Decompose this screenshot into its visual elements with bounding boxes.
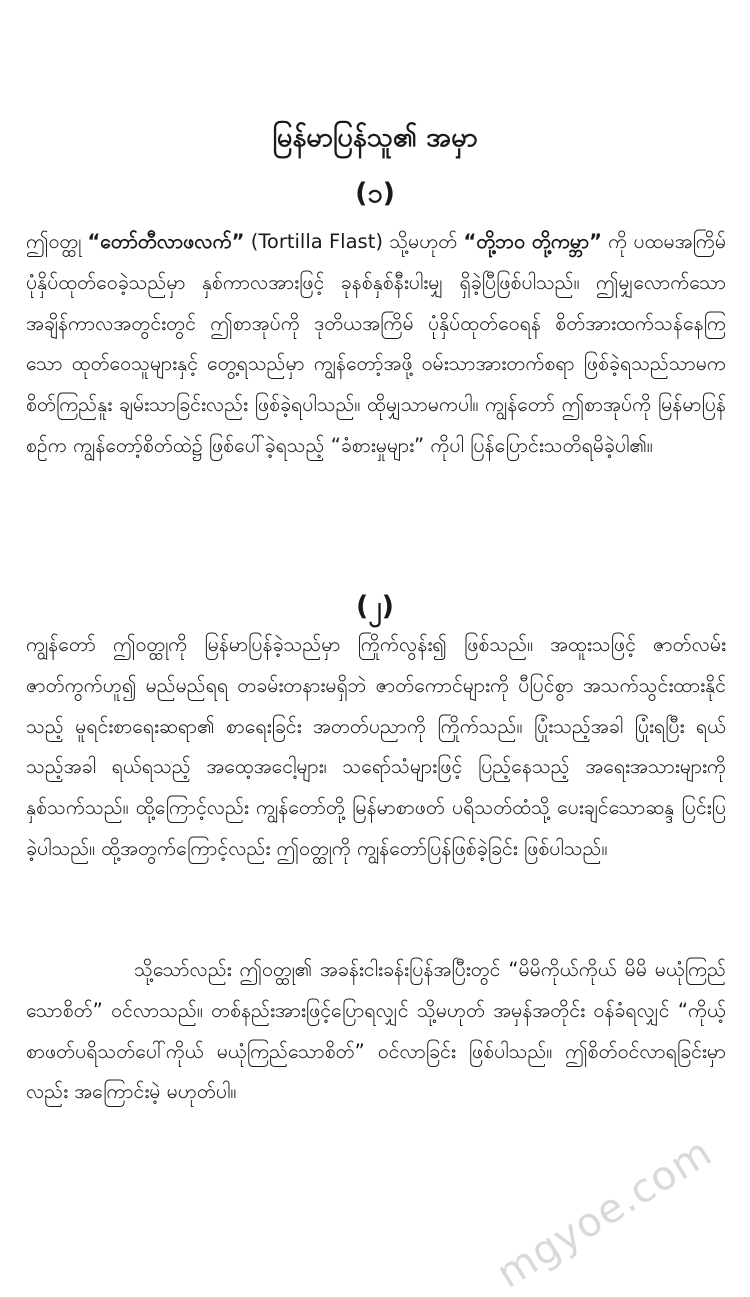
section-2-paragraph-2	[26, 950, 726, 1113]
text-segment: ကျွန်တော် ဤဝတ္ထုကို မြန်မာပြန်ခဲ့သည်မှာ ကြိုက်လွန်း၍ ဖြစ်သည်။ အထူးသဖြင့် ဇာတ်လမ်းဇာတ်ကွက်ဟူ၍ မည်မည်ရရ တခမ်းတနားမရှိဘဲ ဇာတ်ကောင်များကို ပီပြင်စွာ အသက်သွင်းထားနိုင်သည့် မူရင်းစာရေးဆရာ၏ စာရေးခြင်း အတတ်ပညာကို ကြိုက်သည်။ ပြုံးသည့်အခါ ပြုံးရပြီး ရယ်သည့်အခါ ရယ်ရသည့် အထေ့အငေါ့များ၊ သရော်သံများဖြင့် ပြည့်နေသည့် အရေးအသားများကို နှစ်သက်သည်။ ထို့ကြောင့်လည်း ကျွန်တော်တို့ မြန်မာစာဖတ် ပရိသတ်ထံသို့ ပေးချင်သောဆန္ဒ ပြင်းပြခဲ့ပါသည်။ ထို့အတွက်ကြောင့်လည်း ဤဝတ္ထုကို ကျွန်တော်ပြန်ဖြစ်ခဲ့ခြင်း ဖြစ်ပါသည်။	[26, 633, 726, 860]
page-title: မြန်မာပြန်သူ၏ အမှာ	[272, 122, 478, 154]
text-segment: ကို ပထမအကြိမ် ပုံနှိပ်ထုတ်ဝေခဲ့သည်မှာ နှစ်ကာလအားဖြင့် ခုနစ်နှစ်နီးပါးမျှ ရှိခဲ့ပြီဖြစ်ပါသည်။ ဤမျှလောက်သော အချိန်ကာလအတွင်းတွင် ဤစာအုပ်ကို ဒုတိယအကြိမ် ပုံနှိပ်ထုတ်ဝေရန် စိတ်အားထက်သန်နေကြသော ထုတ်ဝေသူများနှင့် တွေ့ရသည်မှာ ကျွန်တော့်အဖို့ ဝမ်းသာအားတက်စရာ ဖြစ်ခဲ့ရသည်သာမက စိတ်ကြည်နူး ချမ်းသာခြင်းလည်း ဖြစ်ခဲ့ရပါသည်။ ထိုမျှသာမကပါ။ ကျွန်တော် ဤစာအုပ်ကို မြန်မာပြန်စဉ်က ကျွန်တော့်စိတ်ထဲ၌ ဖြစ်ပေါ်ခဲ့ရသည့် “ခံစားမှုများ” ကိုပါ ပြန်ပြောင်းသတိရမိခဲ့ပါ၏။	[26, 230, 726, 457]
text-segment: ဤဝတ္ထု	[26, 230, 88, 253]
section-2-paragraph-1	[26, 625, 726, 870]
bold-text-segment: “တို့ဘဝ တို့ကမ္ဘာ”	[463, 230, 602, 253]
section-number-1: (၁)	[355, 178, 395, 209]
text-segment: သို့သော်လည်း ဤဝတ္ထု၏ အခန်းငါးခန်းပြန်အပြီးတွင် “မိမိကိုယ်ကိုယ် မိမိ မယုံကြည်သောစိတ်” ဝင်လာသည်။ တစ်နည်းအားဖြင့်ပြောရလျှင် သို့မဟုတ် အမှန်အတိုင်း ဝန်ခံရလျှင် “ကိုယ့်စာဖတ်ပရိသတ်ပေါ်ကိုယ် မယုံကြည်သောစိတ်” ဝင်လာခြင်း ဖြစ်ပါသည်။ ဤစိတ်ဝင်လာရခြင်းမှာလည်း အကြောင်းမဲ့ မဟုတ်ပါ။	[26, 958, 726, 1104]
section-number-2: (၂)	[356, 591, 394, 622]
text-segment: (Tortilla Flast) သို့မဟုတ်	[244, 230, 464, 253]
watermark: mgyoe.com	[488, 1128, 720, 1297]
bold-text-segment: “တော်တီလာဖလက်”	[87, 230, 245, 253]
section-1-paragraph-1	[26, 222, 726, 467]
